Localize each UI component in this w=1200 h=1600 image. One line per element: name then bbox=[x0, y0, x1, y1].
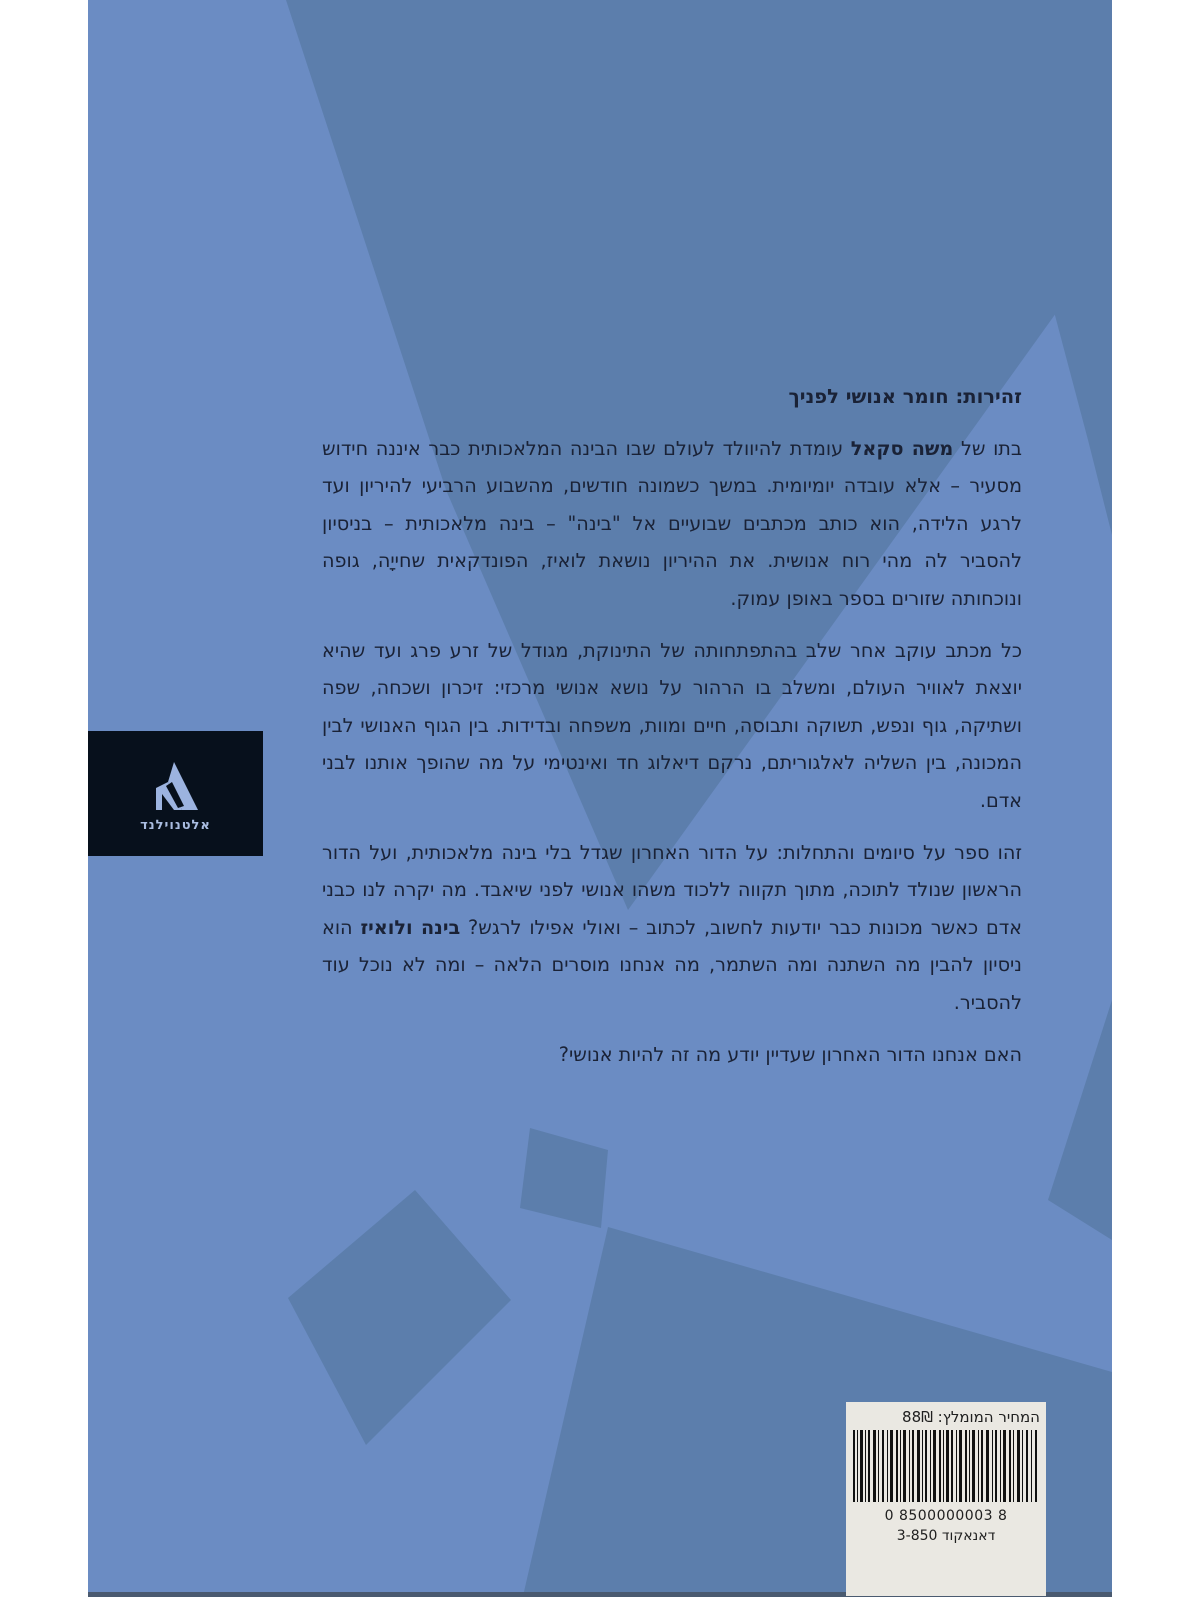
publisher-logo bbox=[88, 731, 263, 856]
barcode-code: דאנאקוד 3-850 bbox=[896, 1528, 996, 1544]
barcode-number: 0 8500000003 8 bbox=[884, 1508, 1008, 1524]
blurb-paragraph-2: כל מכתב עוקב אחר שלב בהתפתחותה של התינוקת, מגודל של זרע פרג ועד שהיא יוצאת לאוויר העולם, ומשלב בו הרהור על נושא אנושי מרכזי: זיכרון ושכחה, שפה ושתיקה, גוף ונפש, תשוקה ותבוסה, חיים ומוות, משפחה ובדידות. בין הגוף האנושי לבין המכונה, בין השליה לאלגוריתם, נרקם דיאלוג חד ואינטימי על מה שהופך אותנו לבני אדם. bbox=[322, 638, 1022, 812]
paragraph-text: עומדת להיוולד לעולם שבו הבינה המלאכותית כבר איננה חידוש מסעיר – אלא עובדה יומיומית. במשך כשמונה חודשים, מהשבוע הרביעי להיריון ועד לרגע הלידה, הוא כותב מכתבים שבועיים אל "בינה" – בינה מלאכותית – בניסיון להסביר לה מהי רוח אנושית. את ההיריון נושאת לואיז, הפונדקאית שחייָה, גופה ונוכחותה שזורים בספר באופן עמוק. bbox=[322, 436, 1022, 610]
aleph-logo-icon bbox=[152, 760, 200, 812]
author-name: משה סקאל bbox=[850, 436, 954, 460]
book-title: בינה ולואיז bbox=[360, 915, 461, 939]
paragraph-text: זהו ספר על סיומים והתחלות: על הדור האחרון שגדל בלי בינה מלאכותית, ועל הדור הראשון שנולד לתוכה, מתוך תקווה ללכוד משהו אנושי לפני שיאבד. מה יקרה לנו כבני אדם כאשר מכונות כבר יודעות לחשוב, לכתוב – ואולי אפילו לרגש? bbox=[322, 840, 1022, 939]
closing-question: האם אנחנו הדור האחרון שעדיין יודע מה זה להיות אנושי? bbox=[558, 1042, 1022, 1066]
barcode-sticker bbox=[846, 1402, 1046, 1596]
paragraph-text: בתו של bbox=[953, 436, 1023, 460]
back-cover-blurb bbox=[322, 378, 1022, 1073]
blurb-heading: זהירות: חומר אנושי לפניך bbox=[788, 385, 1022, 408]
blurb-paragraph-3 bbox=[322, 834, 1022, 1022]
recommended-price: המחיר המומלץ: 88₪ bbox=[902, 1408, 1040, 1426]
publisher-name: אלטנוילנד bbox=[140, 818, 211, 833]
blurb-paragraph-1 bbox=[322, 430, 1022, 618]
barcode-icon bbox=[851, 1430, 1041, 1502]
paragraph-text: הוא ניסיון להבין מה השתנה ומה השתמר, מה אנחנו מוסרים הלאה – ומה לא נוכל עוד להסביר. bbox=[322, 915, 1022, 1014]
